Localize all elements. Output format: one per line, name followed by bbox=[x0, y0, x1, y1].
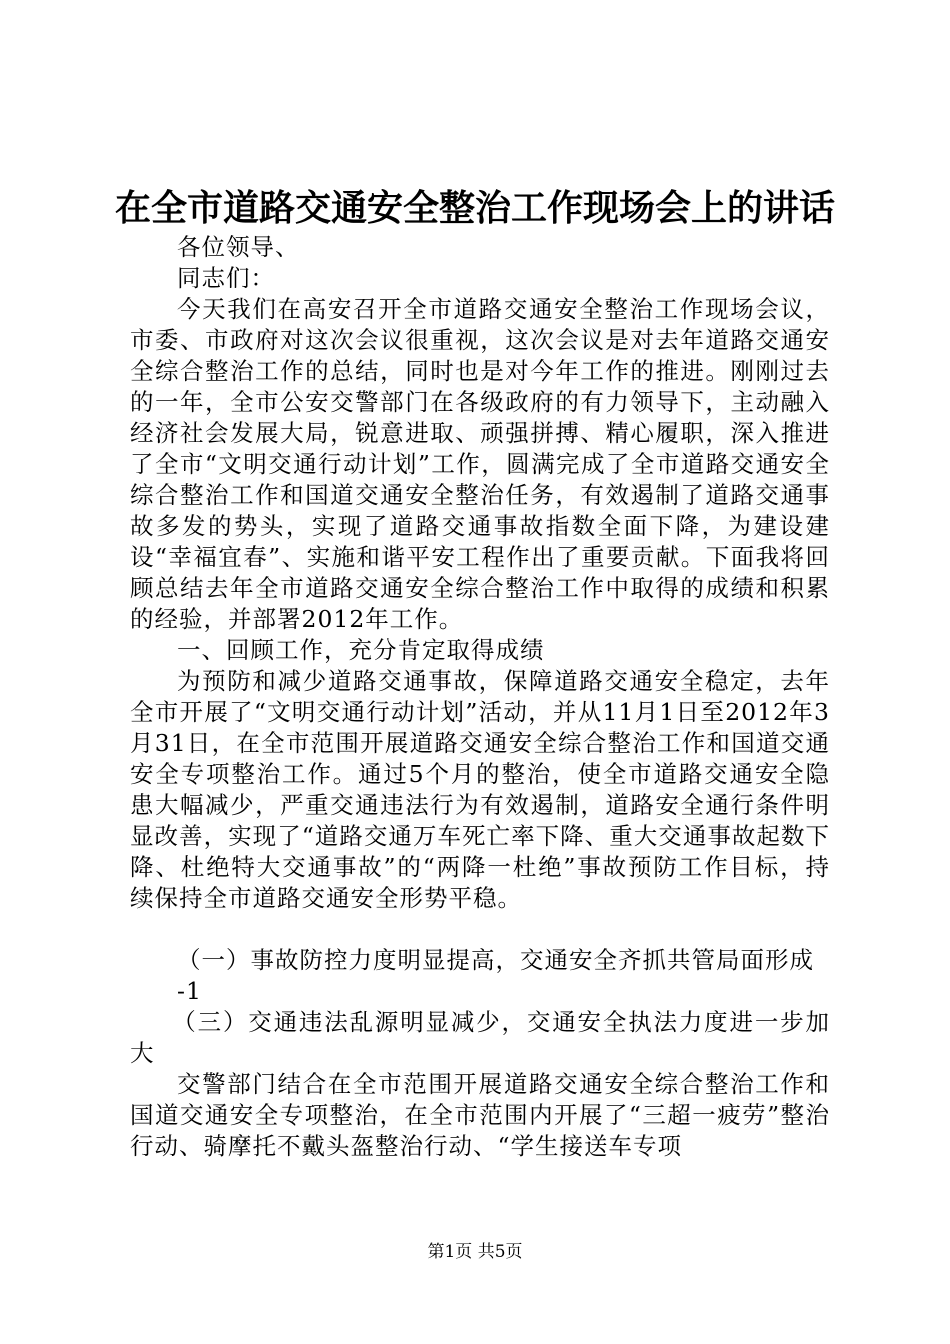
page-fragment-marker: -1 bbox=[177, 977, 202, 1005]
salutation-comrades: 同志们： bbox=[177, 264, 275, 292]
document-body bbox=[130, 232, 830, 1162]
section-heading-1: 一、回顾工作，充分肯定取得成绩 bbox=[177, 636, 545, 664]
subsection-heading-1: （一）事故防控力度明显提高，交通安全齐抓共管局面形成 bbox=[177, 946, 814, 974]
enforcement-paragraph: 交警部门结合在全市范围开展道路交通安全综合整治工作和国道交通安全专项整治，在全市范围内开展了“三超一疲劳”整治行动、骑摩托不戴头盔整治行动、“学生接送车专项 bbox=[130, 1070, 830, 1160]
review-paragraph: 为预防和减少道路交通事故，保障道路交通安全稳定，去年全市开展了“文明交通行动计划”活动，并从11月1日至2012年3月31日，在全市范围开展道路交通安全综合整治工作和国道交通安全专项整治工作。通过5个月的整治，使全市道路交通安全隐患大幅减少，严重交通违法行为有效遏制，道路安全通行条件明显改善，实现了“道路交通万车死亡率下降、重大交通事故起数下降、杜绝特大交通事故”的“两降一杜绝”事故预防工作目标，持续保持全市道路交通安全形势平稳。 bbox=[130, 667, 830, 912]
page-number-footer: 第1页 共5页 bbox=[427, 1242, 523, 1262]
salutation-leaders: 各位领导、 bbox=[177, 233, 300, 261]
subsection-heading-3: （三）交通违法乱源明显减少，交通安全执法力度进一步加大 bbox=[130, 1008, 830, 1067]
opening-paragraph: 今天我们在高安召开全市道路交通安全整治工作现场会议，市委、市政府对这次会议很重视，这次会议是对去年道路交通安全综合整治工作的总结，同时也是对今年工作的推进。刚刚过去的一年，全市公安交警部门在各级政府的有力领导下，主动融入经济社会发展大局，锐意进取、顽强拼搏、精心履职，深入推进了全市“文明交通行动计划”工作，圆满完成了全市道路交通安全综合整治工作和国道交通安全整治任务，有效遏制了道路交通事故多发的势头，实现了道路交通事故指数全面下降，为建设建设“幸福宜春”、实施和谐平安工程作出了重要贡献。下面我将回顾总结去年全市道路交通安全综合整治工作中取得的成绩和积累的经验，并部署2012年工作。 bbox=[130, 295, 830, 633]
document-title: 在全市道路交通安全整治工作现场会上的讲话 bbox=[114, 188, 835, 229]
